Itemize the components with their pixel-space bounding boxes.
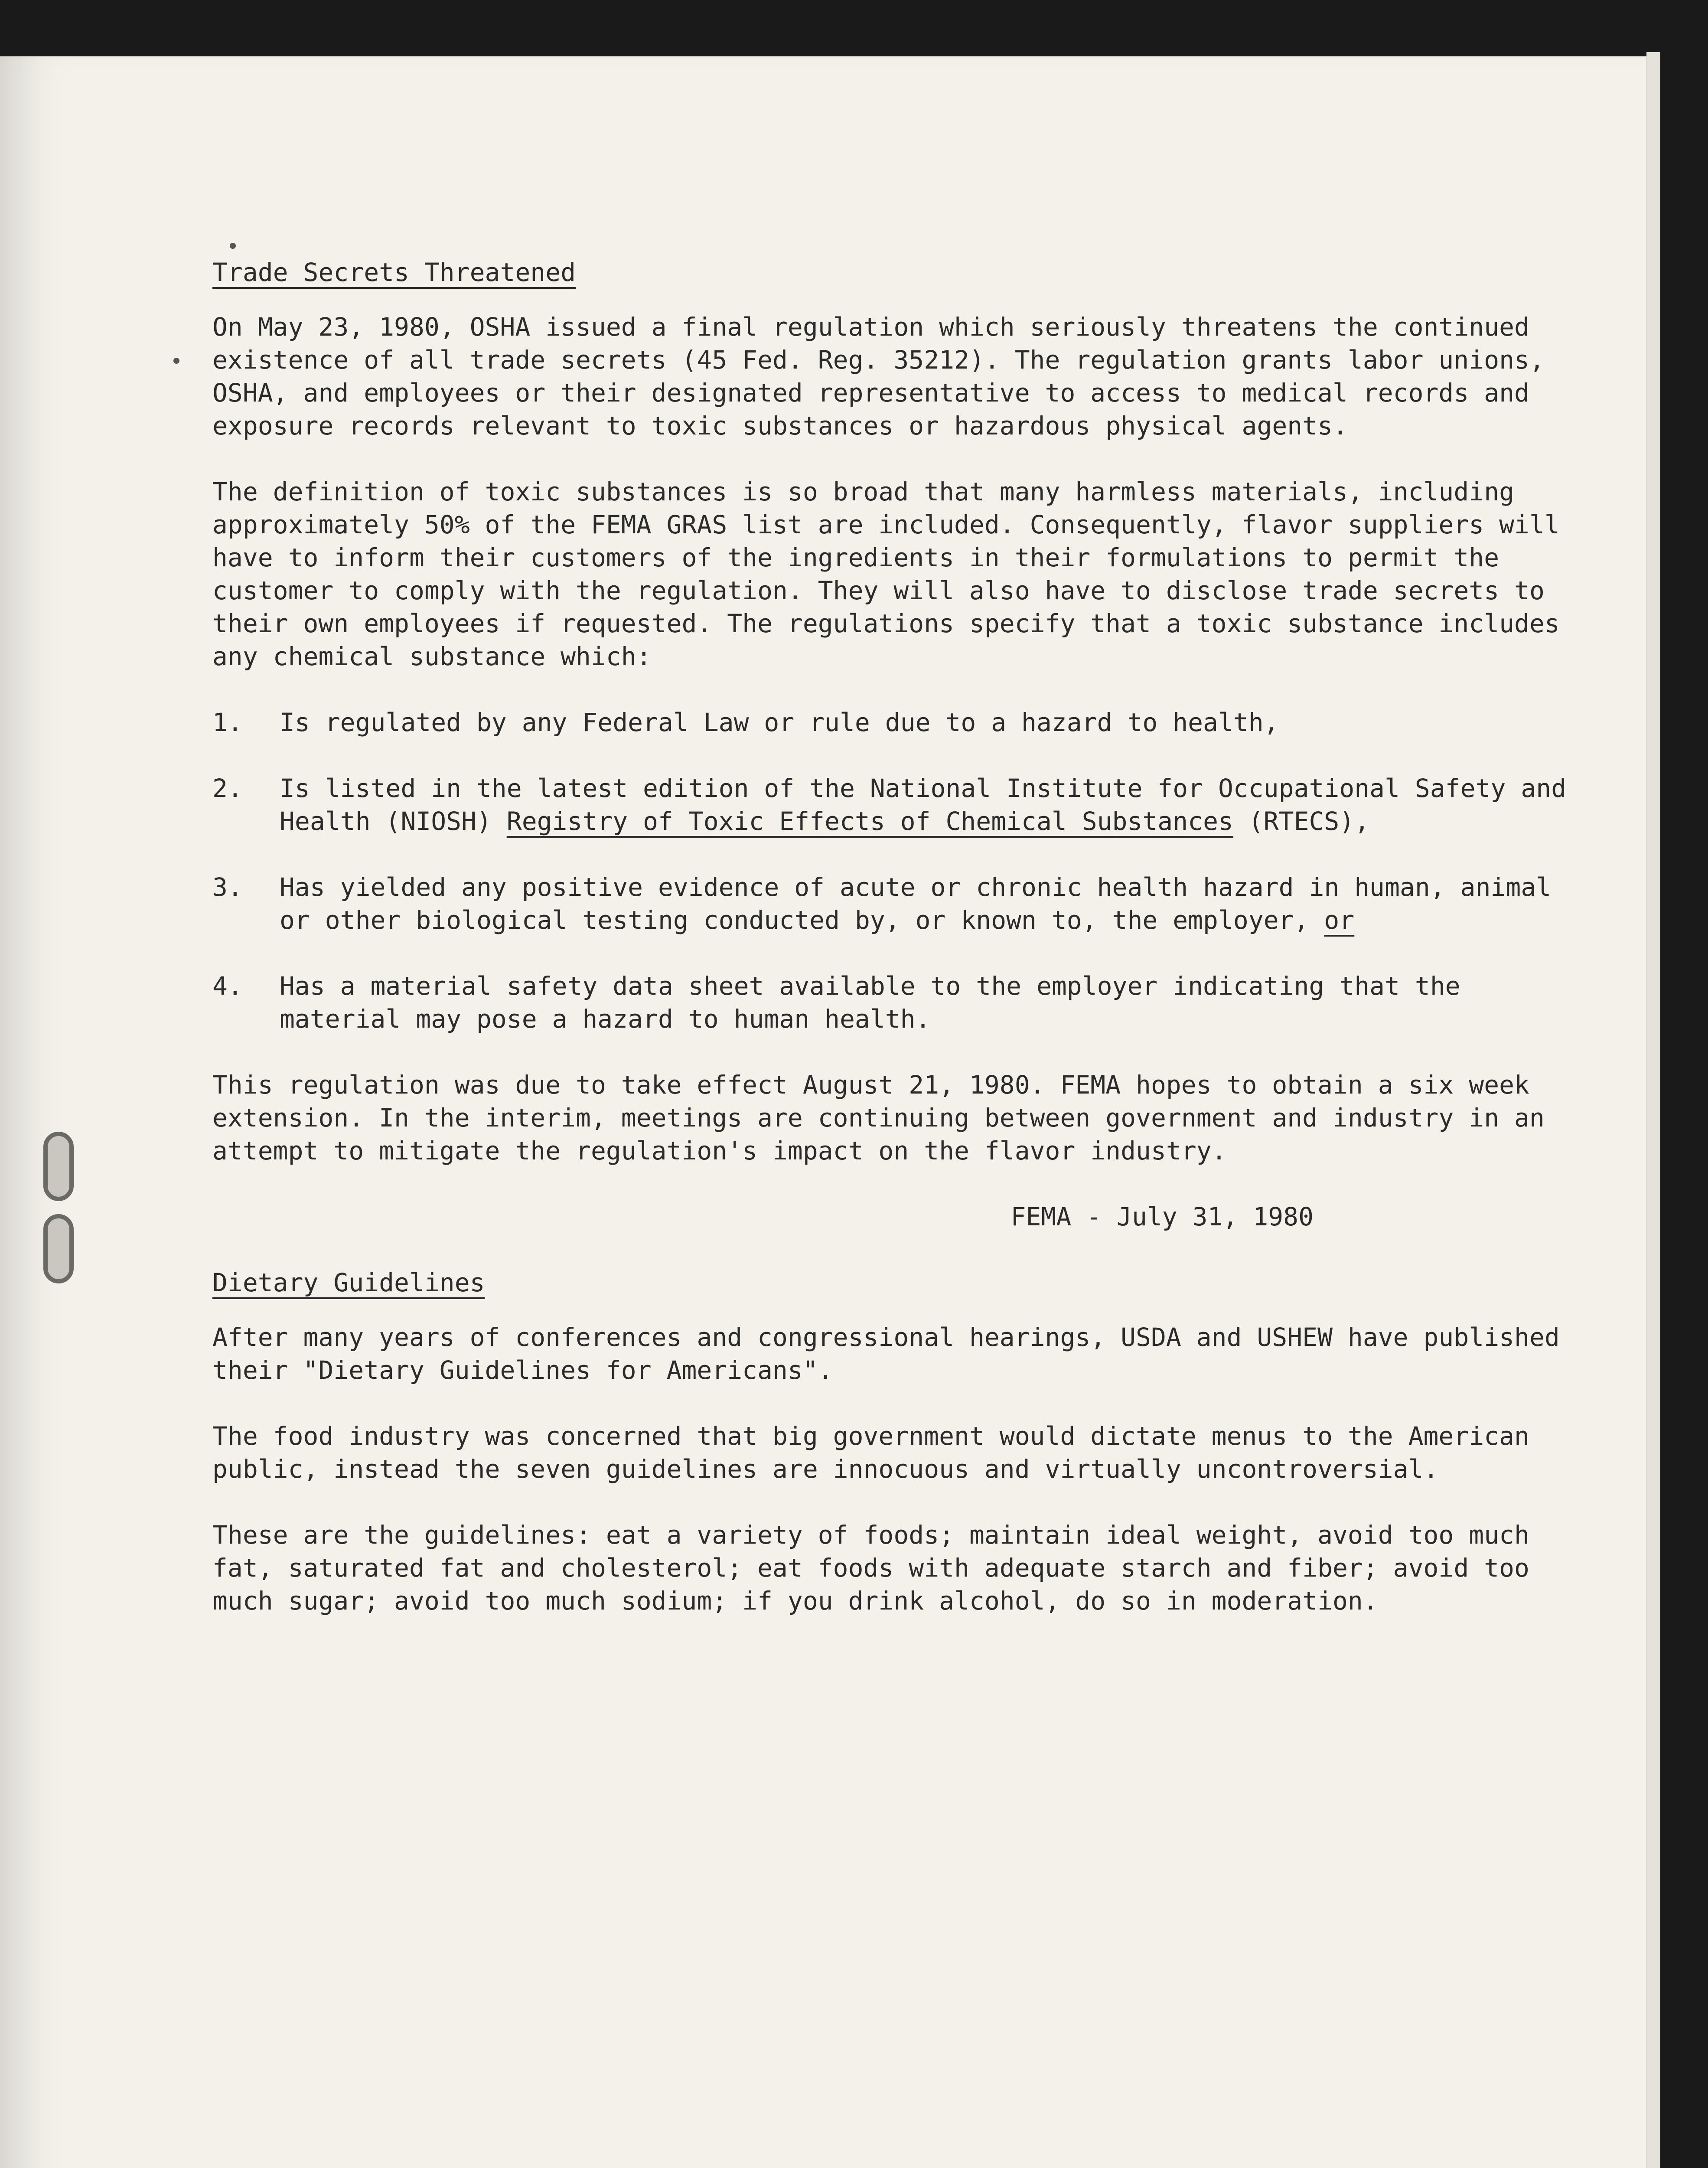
list-item	[212, 706, 1591, 739]
list-item	[212, 772, 1591, 838]
list-text-segment: Is listed in the latest edition of the National Institute for Occupational Safety and Health (NIOSH)	[280, 774, 1567, 836]
source-attribution: FEMA - July 31, 1980	[1010, 1202, 1314, 1231]
list-text-segment: (RTECS),	[1233, 806, 1370, 836]
paragraph: The food industry was concerned that big government would dictate menus to the American public, instead the seven guidelines are innocuous and virtually uncontroversial.	[212, 1421, 1529, 1484]
emphasis-or: or	[1324, 905, 1355, 935]
binding-ring-top	[43, 1132, 74, 1201]
paragraph: These are the guidelines: eat a variety of foods; maintain ideal weight, avoid too much fat, saturated fat and cholesterol; eat foods with adequate starch and fiber; avoid too much sugar; avoid too much sodium; if you drink alcohol, do so in moderation.	[212, 1520, 1529, 1616]
list-item	[212, 871, 1591, 937]
list-text-segment: Has yielded any positive evidence of acute or chronic health hazard in human, animal or other biological testing conducted by, or known to, the employer,	[280, 872, 1552, 935]
list-number: 2.	[212, 774, 243, 803]
rtecs-title: Registry of Toxic Effects of Chemical Substances	[506, 806, 1233, 836]
paragraph: After many years of conferences and congressional hearings, USDA and USHEW have published their "Dietary Guidelines for Americans".	[212, 1322, 1560, 1385]
paragraph: The definition of toxic substances is so broad that many harmless materials, including approximately 50% of the FEMA GRAS list are included. Consequently, flavor suppliers will have to inform their customers of the ingredients in their formulations to permit the customer to comply with the regulation. They will also have to disclose trade secrets to their own employees if requested. The regulations specify that a toxic substance includes any chemical substance which:	[212, 477, 1560, 671]
list-number: 3.	[212, 872, 243, 902]
list-text: Has a material safety data sheet available to the employer indicating that the material may pose a hazard to human health.	[280, 971, 1460, 1034]
list-number: 1.	[212, 708, 243, 737]
scan-speck	[173, 358, 179, 364]
page-edge	[1646, 52, 1660, 2168]
binding-ring-bottom	[43, 1214, 74, 1283]
scan-speck	[230, 243, 236, 249]
list-text	[280, 871, 1591, 937]
section-heading-dietary-guidelines: Dietary Guidelines	[212, 1268, 485, 1297]
list-item	[212, 970, 1591, 1035]
paragraph: This regulation was due to take effect August 21, 1980. FEMA hopes to obtain a six week extension. In the interim, meetings are continuing between government and industry in an attempt to mitigate the regulation's impact on the flavor industry.	[212, 1070, 1545, 1166]
document-body	[212, 256, 1591, 1650]
toxic-substance-criteria-list	[212, 706, 1591, 1035]
list-text	[280, 772, 1591, 838]
paragraph: On May 23, 1980, OSHA issued a final regulation which seriously threatens the continued existence of all trade secrets (45 Fed. Reg. 35212). The regulation grants labor unions, OSHA, and employees or their designated representative to access to medical records and exposure records relevant to toxic substances or hazardous physical agents.	[212, 312, 1545, 441]
section-heading-trade-secrets: Trade Secrets Threatened	[212, 258, 576, 287]
list-number: 4.	[212, 971, 243, 1001]
list-text: Is regulated by any Federal Law or rule due to a hazard to health,	[280, 708, 1279, 737]
